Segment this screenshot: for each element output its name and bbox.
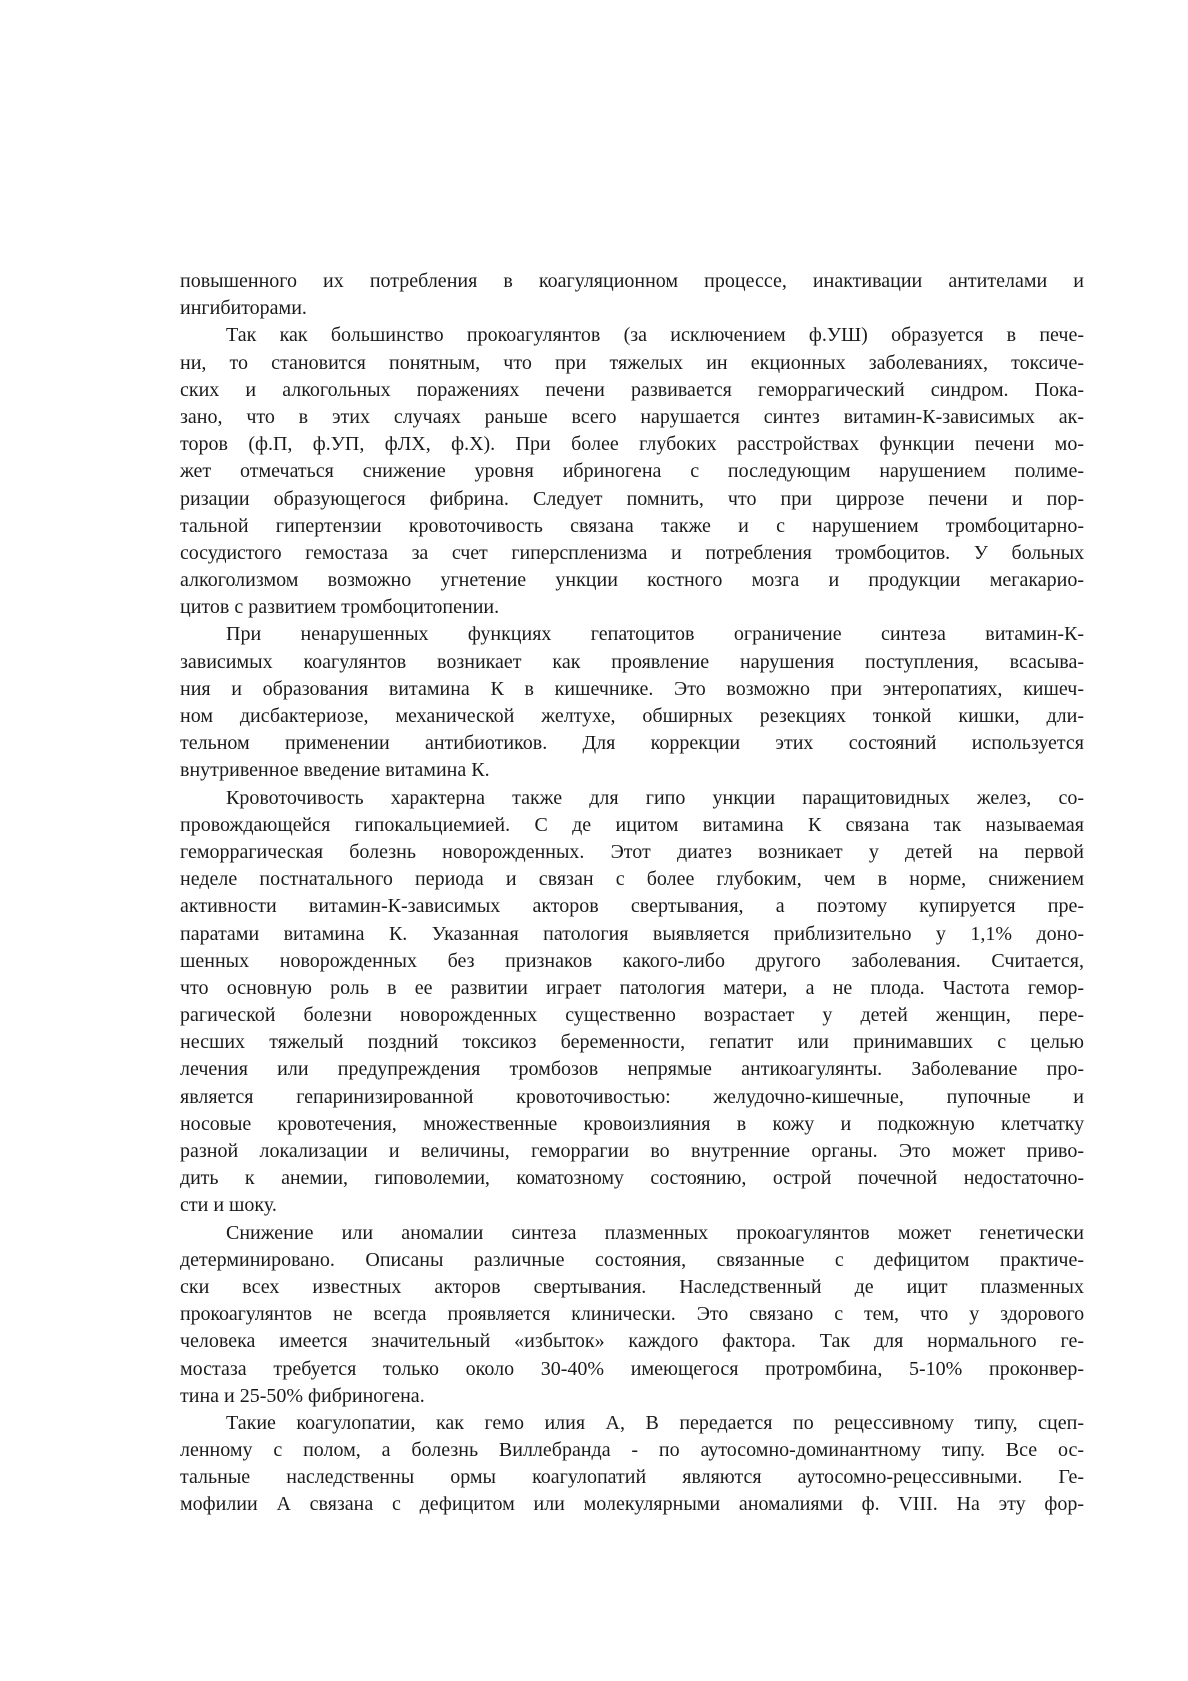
text-line: ленному с полом, а болезнь Виллебранда - по аутосомно-доминантному типу. Все ос- (180, 1439, 1084, 1462)
text-line: неделе постнатального периода и связан с более глубоким, чем в норме, снижением (180, 868, 1084, 891)
text-line: повышенного их потребления в коагуляционном процессе, инактивации антителами и (180, 270, 1084, 292)
text-line: сти и шоку. (180, 1194, 277, 1217)
text-line: что основную роль в ее развитии играет патология матери, а не плода. Частота гемор- (180, 976, 1084, 999)
text-line: торов (ф.П, ф.УП, фЛХ, ф.Х). При более глубоких расстройствах функции печени мо- (180, 433, 1084, 456)
text-line: лечения или предупреждения тромбозов непрямые антикоагулянты. Заболевание про- (180, 1058, 1084, 1081)
text-line: тина и 25-50% фибриногена. (180, 1384, 425, 1407)
text-line: ризации образующегося фибрина. Следует помнить, что при циррозе печени и пор- (180, 487, 1084, 510)
text-line: ния и образования витамина К в кишечнике. Это возможно при энтеропатиях, кишеч- (180, 677, 1084, 700)
text-line: Снижение или аномалии синтеза плазменных прокоагулянтов может генетически (226, 1221, 1084, 1244)
text-line: мостаза требуется только около 30-40% имеющегося протромбина, 5-10% проконвер- (180, 1357, 1084, 1380)
text-line: тальные наследственны ормы коагулопатий являются аутосомно-рецессивными. Ге- (180, 1466, 1084, 1489)
text-line: тальной гипертензии кровоточивость связана также и с нарушением тромбоцитарно- (180, 514, 1084, 537)
text-line: тельном применении антибиотиков. Для коррекции этих состояний используется (180, 732, 1084, 755)
text-line: детерминировано. Описаны различные состояния, связанные с дефицитом практиче- (180, 1248, 1084, 1271)
text-line: паратами витамина К. Указанная патология выявляется приблизительно у 1,1% доно- (180, 922, 1084, 945)
text-line: жет отмечаться снижение уровня ибриногена с последующим нарушением полиме- (180, 460, 1084, 483)
text-line: ни, то становится понятным, что при тяжелых ин екционных заболеваниях, токсиче- (180, 351, 1084, 374)
body-text (180, 268, 1084, 1519)
text-line: разной локализации и величины, геморрагии во внутренние органы. Это может приво- (180, 1140, 1084, 1162)
text-line: Такие коагулопатии, как гемо илия А, В передается по рецессивному типу, сцеп- (226, 1411, 1084, 1434)
text-line: цитов с развитием тромбоцитопении. (180, 596, 500, 619)
text-line: рагической болезни новорожденных существенно возрастает у детей женщин, пере- (180, 1004, 1084, 1027)
paragraph (180, 621, 1084, 784)
text-line: шенных новорожденных без признаков какого-либо другого заболевания. Считается, (180, 949, 1084, 972)
text-line: ски всех известных акторов свертывания. Наследственный де ицит плазменных (180, 1275, 1084, 1298)
text-line: зависимых коагулянтов возникает как проявление нарушения поступления, всасыва- (180, 650, 1084, 673)
text-line: провождающейся гипокальциемией. С де ицитом витамина К связана так называемая (180, 813, 1084, 836)
text-line: человека имеется значительный «избыток» каждого фактора. Так для нормального ге- (180, 1330, 1084, 1353)
paragraph (180, 785, 1084, 1220)
text-line: алкоголизмом возможно угнетение ункции костного мозга и продукции мегакарио- (180, 569, 1084, 592)
paragraph (180, 322, 1084, 621)
text-line: зано, что в этих случаях раньше всего нарушается синтез витамин-К-зависимых ак- (180, 405, 1084, 428)
text-line: дить к анемии, гиповолемии, коматозному состоянию, острой почечной недостаточно- (180, 1167, 1084, 1190)
text-line: активности витамин-К-зависимых акторов свертывания, а поэтому купируется пре- (180, 895, 1084, 918)
text-line: Так как большинство прокоагулянтов (за исключением ф.УШ) образуется в пече- (226, 324, 1084, 347)
text-line: носовые кровотечения, множественные кровоизлияния в кожу и подкожную клетчатку (180, 1112, 1084, 1135)
text-line: ских и алкогольных поражениях печени развивается геморрагический синдром. Пока- (180, 378, 1084, 401)
text-line: сосудистого гемостаза за счет гиперспленизма и потребления тромбоцитов. У больных (180, 541, 1084, 564)
paragraph (180, 268, 1084, 322)
text-line: является гепаринизированной кровоточивостью: желудочно-кишечные, пупочные и (180, 1085, 1084, 1108)
text-line: При ненарушенных функциях гепатоцитов ограничение синтеза витамин-К- (226, 623, 1084, 646)
text-line: ингибиторами. (180, 297, 307, 320)
text-line: ном дисбактериозе, механической желтухе, обширных резекциях тонкой кишки, дли- (180, 705, 1084, 727)
paragraph (180, 1220, 1084, 1410)
paragraph (180, 1410, 1084, 1519)
text-line: прокоагулянтов не всегда проявляется клинически. Это связано с тем, что у здорового (180, 1303, 1084, 1326)
text-line: геморрагическая болезнь новорожденных. Этот диатез возникает у детей на первой (180, 840, 1084, 863)
text-line: Кровоточивость характерна также для гипо ункции паращитовидных желез, со- (226, 786, 1084, 809)
text-line: мофилии А связана с дефицитом или молекулярными аномалиями ф. VIII. На эту фор- (180, 1493, 1084, 1516)
text-line: внутривенное введение витамина К. (180, 759, 490, 782)
text-line: несших тяжелый поздний токсикоз беременности, гепатит или принимавших с целью (180, 1031, 1084, 1054)
